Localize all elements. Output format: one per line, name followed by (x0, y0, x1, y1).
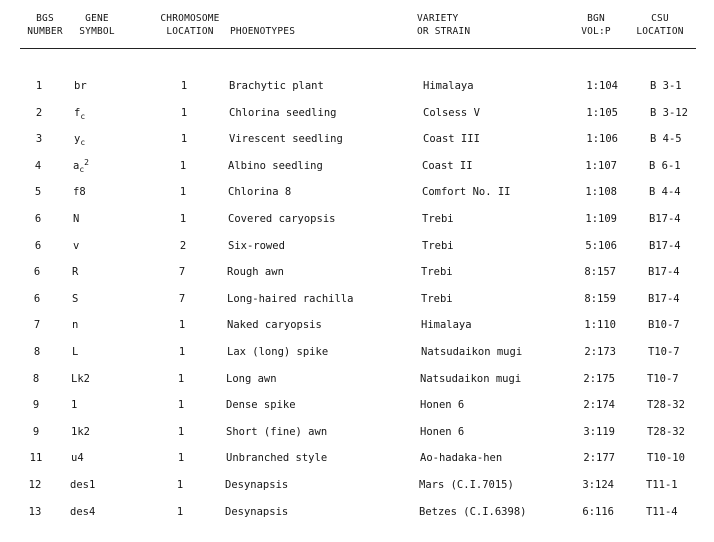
bgn-vol-page: 6:116 (582, 505, 614, 518)
variety-strain: Natsudaikon mugi (421, 346, 523, 358)
bgn-vol-page: 1:106 (586, 133, 618, 146)
gene-symbol-base: y (74, 133, 81, 146)
header-variety-strain: VARIETY OR STRAIN (417, 13, 471, 37)
bgs-number: 6 (33, 292, 41, 305)
bgn-vol-page: 3:124 (582, 479, 614, 491)
bgs-number: 11 (29, 452, 43, 465)
phenotype: Desynapsis (225, 479, 289, 491)
phenotype: Brachytic plant (229, 80, 324, 92)
phenotype: Long awn (226, 372, 277, 385)
gene-symbol-base: L (72, 346, 79, 358)
phenotype: Short (fine) awn (226, 425, 328, 438)
table-row (0, 156, 714, 176)
header-chromosome-location: CHROMOSOME LOCATION (160, 13, 220, 37)
variety-strain: Honen 6 (420, 425, 465, 438)
bgs-number: 3 (35, 133, 43, 146)
variety-strain: Trebi (422, 213, 454, 225)
csu-location: T10-10 (647, 452, 685, 465)
table-row (0, 236, 714, 256)
gene-symbol-base: 1k2 (71, 425, 90, 438)
bgs-number: 4 (34, 159, 42, 172)
gene-symbol (71, 448, 84, 468)
table-row (0, 289, 714, 309)
gene-symbol-base: 1 (71, 399, 78, 412)
chromosome-location: 1 (177, 372, 185, 385)
chromosome-location: 1 (180, 106, 188, 119)
gene-symbol-subscript: c (80, 138, 86, 148)
bgn-vol-page: 5:106 (585, 239, 617, 252)
bgs-number: 6 (34, 239, 42, 252)
gene-symbol (74, 129, 85, 149)
gene-symbol (72, 289, 78, 309)
table-row (0, 395, 714, 415)
chromosome-location: 1 (179, 186, 187, 199)
gene-symbol-base: Lk2 (71, 372, 90, 385)
bgs-number: 8 (33, 346, 41, 358)
bgn-vol-page: 2:177 (583, 452, 615, 465)
gene-symbol-base: f8 (73, 186, 86, 199)
bgs-number: 7 (33, 319, 41, 332)
variety-strain: Coast III (423, 133, 480, 146)
phenotype: Six-rowed (228, 239, 285, 252)
variety-strain: Colsess V (423, 106, 480, 119)
chromosome-location: 1 (177, 425, 185, 438)
gene-symbol-base: N (73, 213, 80, 225)
table-row (0, 209, 714, 229)
bgn-vol-page: 3:119 (583, 425, 615, 438)
csu-location: B 6-1 (649, 159, 681, 172)
variety-strain: Himalaya (423, 80, 474, 92)
gene-symbol (71, 422, 90, 442)
bgs-number: 6 (33, 266, 41, 279)
csu-location: T28-32 (647, 425, 685, 438)
header-bgn-vol-p: BGN VOL:P (581, 13, 611, 37)
phenotype: Albino seedling (228, 159, 323, 172)
bgs-number: 13 (28, 505, 42, 518)
table-row (0, 475, 714, 495)
bgn-vol-page: 2:175 (583, 372, 615, 385)
csu-location: T10-7 (648, 346, 680, 358)
variety-strain: Ao-hadaka-hen (420, 452, 503, 465)
gene-symbol-base: n (72, 319, 79, 332)
bgs-number: 2 (35, 106, 43, 119)
table-row (0, 76, 714, 96)
table-row (0, 315, 714, 335)
gene-symbol (73, 182, 86, 202)
gene-symbol (73, 156, 89, 176)
variety-strain: Comfort No. II (422, 186, 511, 199)
csu-location: B10-7 (648, 319, 680, 332)
header-phenotypes: PHOENOTYPES (230, 26, 296, 37)
table-row (0, 448, 714, 468)
gene-symbol-subscript: c (80, 111, 86, 121)
gene-symbol-base: u4 (71, 452, 84, 465)
csu-location: B 4-4 (649, 186, 681, 199)
phenotype: Virescent seedling (229, 133, 343, 146)
gene-symbol-base: f (74, 106, 81, 119)
gene-symbol-base: v (73, 239, 80, 252)
bgs-number: 8 (32, 372, 40, 385)
bgn-vol-page: 2:173 (584, 346, 616, 358)
variety-strain: Natsudaikon mugi (420, 372, 522, 385)
header-gene-symbol: GENE SYMBOL (79, 13, 115, 37)
gene-symbol (74, 103, 85, 123)
gene-symbol (71, 395, 77, 415)
bgs-number: 5 (34, 186, 42, 199)
table-row (0, 182, 714, 202)
header-csu-location: CSU LOCATION (636, 13, 684, 37)
gene-symbol-base: a (73, 159, 80, 172)
variety-strain: Coast II (422, 159, 473, 172)
csu-location: B 4-5 (650, 133, 682, 146)
bgn-vol-page: 1:107 (585, 159, 617, 172)
gene-symbol (70, 502, 95, 522)
header-divider (20, 48, 696, 49)
variety-strain: Honen 6 (420, 399, 465, 412)
gene-symbol (72, 262, 78, 282)
header-bgs-number: BGS NUMBER (27, 13, 63, 37)
phenotype: Long-haired rachilla (227, 292, 354, 305)
table-row (0, 369, 714, 389)
gene-symbol (70, 475, 95, 495)
chromosome-location: 1 (179, 213, 187, 225)
variety-strain: Mars (C.I.7015) (419, 479, 514, 491)
bgn-vol-page: 1:104 (586, 80, 618, 92)
bgn-vol-page: 8:157 (584, 266, 616, 279)
bgn-vol-page: 2:174 (583, 399, 615, 412)
chromosome-location: 1 (180, 133, 188, 146)
chromosome-location: 1 (178, 319, 186, 332)
gene-symbol (71, 369, 90, 389)
variety-strain: Trebi (422, 239, 454, 252)
gene-symbol-base: des1 (70, 479, 96, 491)
csu-location: T10-7 (647, 372, 679, 385)
gene-symbol (72, 342, 78, 362)
chromosome-location: 7 (178, 266, 186, 279)
csu-location: T11-1 (646, 479, 678, 491)
chromosome-location: 1 (179, 159, 187, 172)
gene-symbol (74, 76, 87, 96)
csu-location: B17-4 (649, 213, 681, 225)
phenotype: Chlorina 8 (228, 186, 292, 199)
csu-location: B17-4 (648, 266, 680, 279)
bgs-number: 9 (32, 399, 40, 412)
chromosome-location: 1 (177, 452, 185, 465)
phenotype: Naked caryopsis (227, 319, 322, 332)
phenotype: Desynapsis (225, 505, 289, 518)
bgs-number: 12 (28, 479, 42, 491)
bgs-number: 9 (32, 425, 40, 438)
bgn-vol-page: 8:159 (584, 292, 616, 305)
gene-symbol-superscript: 2 (84, 157, 89, 167)
bgs-number: 6 (34, 213, 42, 225)
gene-symbol (73, 236, 79, 256)
csu-location: B17-4 (648, 292, 680, 305)
bgn-vol-page: 1:108 (585, 186, 617, 199)
bgn-vol-page: 1:109 (585, 213, 617, 225)
gene-symbol (72, 315, 78, 335)
table-row (0, 502, 714, 522)
table-row (0, 103, 714, 123)
phenotype: Covered caryopsis (228, 213, 336, 225)
chromosome-location: 1 (178, 346, 186, 358)
chromosome-location: 1 (177, 399, 185, 412)
gene-symbol-base: R (72, 266, 79, 279)
gene-symbol-base: des4 (70, 505, 96, 518)
chromosome-location: 7 (178, 292, 186, 305)
csu-location: B 3-12 (650, 106, 688, 119)
table-row (0, 129, 714, 149)
gene-symbol-base: br (74, 80, 87, 92)
table-row (0, 342, 714, 362)
phenotype: Rough awn (227, 266, 284, 279)
csu-location: T28-32 (647, 399, 685, 412)
chromosome-location: 1 (176, 505, 184, 518)
phenotype: Dense spike (226, 399, 296, 412)
chromosome-location: 1 (176, 479, 184, 491)
variety-strain: Himalaya (421, 319, 472, 332)
csu-location: T11-4 (646, 505, 678, 518)
variety-strain: Betzes (C.I.6398) (419, 505, 527, 518)
bgn-vol-page: 1:105 (586, 106, 618, 119)
bgs-number: 1 (35, 80, 43, 92)
phenotype: Lax (long) spike (227, 346, 329, 358)
gene-symbol (73, 209, 79, 229)
phenotype: Unbranched style (226, 452, 328, 465)
csu-location: B 3-1 (650, 80, 682, 92)
table-row (0, 262, 714, 282)
csu-location: B17-4 (649, 239, 681, 252)
chromosome-location: 1 (180, 80, 188, 92)
chromosome-location: 2 (179, 239, 187, 252)
table-row (0, 422, 714, 442)
gene-symbol-subscript: c (79, 164, 85, 174)
bgn-vol-page: 1:110 (584, 319, 616, 332)
phenotype: Chlorina seedling (229, 106, 337, 119)
variety-strain: Trebi (421, 292, 453, 305)
gene-symbol-base: S (72, 292, 79, 305)
variety-strain: Trebi (421, 266, 453, 279)
